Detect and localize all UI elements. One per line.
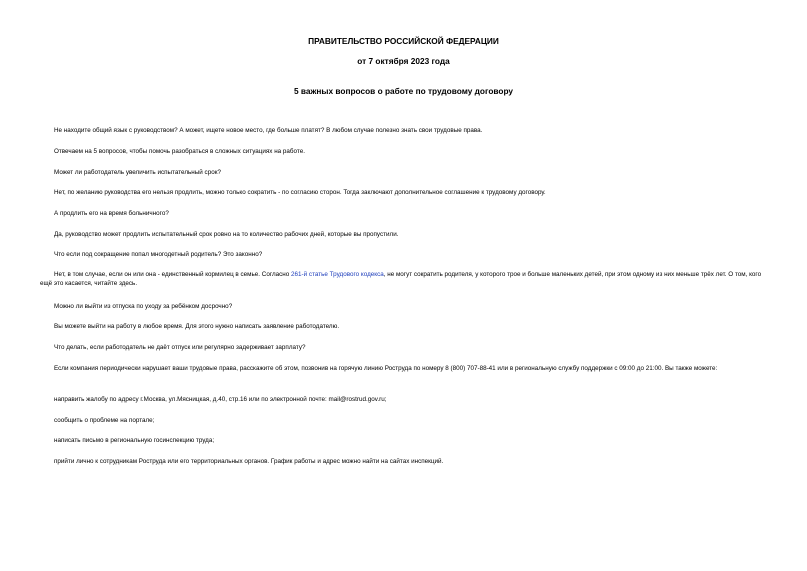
answer-layoff-large-family <box>40 270 768 288</box>
option-report-on-portal: сообщить о проблеме на портале; <box>54 417 155 424</box>
answer-layoff-text-start: Нет, в том случае, если он или она - единственный кормилец в семье. Согласно <box>54 271 292 278</box>
answer-early-return-from-leave: Вы можете выйти на работу в любое время. Для этого нужно написать заявление работодателю. <box>54 323 340 330</box>
answer-layoff-text-end: , не могут сократить родителя, у которого трое и больше маленьких детей, при этом одному из них меньше трёх лет. О том, кого ещё это касается, читайте здесь. <box>40 271 762 287</box>
document-title: 5 важных вопросов о работе по трудовому договору <box>293 86 514 96</box>
intro-paragraph: Не находите общий язык с руководством? А может, ищете новое место, где больше платят? В любом случае полезно знать свои трудовые права. <box>54 127 483 134</box>
question-early-return-from-leave: Можно ли выйти из отпуска по уходу за ребёнком досрочно? <box>54 303 233 310</box>
option-write-to-inspection: написать письмо в региональную госинспекцию труда; <box>54 437 215 444</box>
question-probation-extension: Может ли работодатель увеличить испытательный срок? <box>54 169 221 176</box>
document-date: от 7 октября 2023 года <box>357 56 450 66</box>
option-send-complaint: направить жалобу по адресу г.Москва, ул.Мясницкая, д.40, стр.16 или по электронной почте: mail@rostrud.gov.ru; <box>54 396 387 403</box>
answer-sick-leave-extension: Да, руководство может продлить испытательный срок ровно на то количество рабочих дней, которые вы пропустили. <box>54 231 399 238</box>
question-sick-leave-extension: А продлить его на время больничного? <box>54 210 169 217</box>
answer-leave-or-salary-delay: Если компания периодически нарушает ваши трудовые права, расскажите об этом, позвонив на горячую линию Роструда по номеру 8 (800) 707-88-41 или в региональную службу поддержки с 09:00 до 21:00. Вы также можете: <box>54 365 718 372</box>
answer-probation-extension: Нет, по желанию руководства его нельзя продлить, можно только сократить - по согласию сторон. Тогда заключают дополнительное соглашение к трудовому договору. <box>54 189 546 196</box>
labor-code-article-link[interactable]: 261-й статье Трудового кодекса <box>291 271 384 278</box>
question-layoff-large-family: Что если под сокращение попал многодетный родитель? Это законно? <box>54 251 263 258</box>
option-visit-in-person: прийти лично к сотрудникам Роструда или его территориальных органов. График работы и адрес можно найти на сайтах инспекций. <box>54 458 444 465</box>
answers-intro-paragraph: Отвечаем на 5 вопросов, чтобы помочь разобраться в сложных ситуациях на работе. <box>54 148 305 155</box>
issuer-heading: ПРАВИТЕЛЬСТВО РОССИЙСКОЙ ФЕДЕРАЦИИ <box>308 36 499 46</box>
question-leave-or-salary-delay: Что делать, если работодатель не даёт отпуск или регулярно задерживает зарплату? <box>54 344 306 351</box>
